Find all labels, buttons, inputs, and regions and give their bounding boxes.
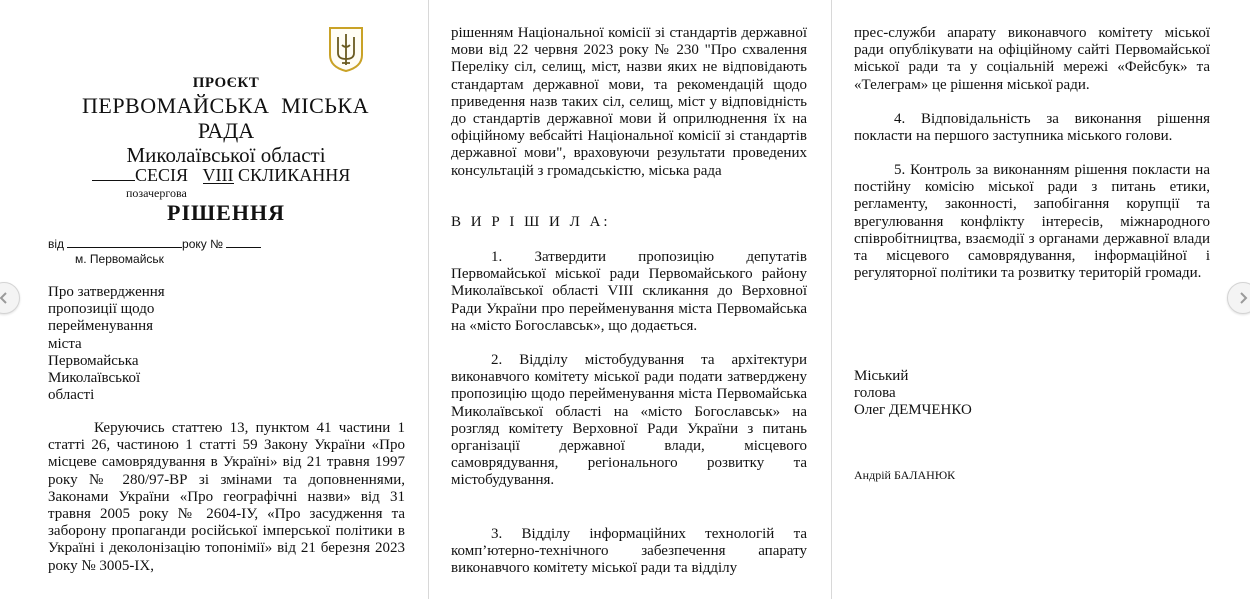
- oblast-name: Миколаївської області: [126, 143, 326, 167]
- item-1-text: 1. Затвердити пропозицію депутатів Первомайської міської ради Первомайського району Миколаївської області VIII скликання до Верховної Ради України про перейменування міста Первомайська на «місто Богославськ», що додається.: [451, 249, 807, 334]
- council-name-line2: РАДА: [197, 118, 255, 143]
- convocation-label: СКЛИКАННЯ: [238, 165, 351, 185]
- item-2-text: 2. Відділу містобудування та архітектури виконавчого комітету міської ради подати затверджену пропозицію щодо перейменування міста Первомайська Миколаївської області на «місто Богославськ» на розгляд комітету Верховної Ради України з питань організації державної влади, місцевого самоврядування, регіонального розвитку та містобудування.: [451, 352, 807, 489]
- session-type: позачергова: [126, 186, 187, 200]
- mayor-name: Олег ДЕМЧЕНКО: [854, 402, 972, 419]
- council-word-1: ПЕРВОМАЙСЬКА: [82, 93, 270, 118]
- subject-line: Миколаївської: [48, 370, 141, 387]
- date-year-number: року №: [182, 237, 223, 251]
- session-label: СЕСІЯ: [135, 165, 189, 185]
- subject-line: Первомайська: [48, 352, 139, 369]
- prepared-by: Андрій БАЛАНЮК: [854, 468, 956, 482]
- decision-title: РІШЕННЯ: [167, 200, 285, 225]
- draft-label: ПРОЄКТ: [192, 75, 260, 91]
- preamble-part-2: рішенням Національної комісії зі стандартів державної мови від 22 червня 2023 року № 230 "Про схвалення Переліку сіл, селищ, міст, назви яких не відповідають стандартам державної мови, та рекомендацій щодо приведення назв таких сіл, селищ, міст у відповідність до стандартів державної мови й оприлюднення їх на офіційному вебсайті Національної комісії зі стандартів державної мови", враховуючи результати проведених консультацій з громадськістю, міська рада: [451, 25, 807, 179]
- decision-subject: [48, 284, 188, 404]
- signature-block: [854, 368, 972, 420]
- subject-line: області: [48, 387, 95, 404]
- decision-item-5: [854, 162, 1210, 282]
- decision-item-2: [451, 352, 807, 490]
- preamble-text-1: Керуючись статтею 13, пунктом 41 частини 1 статті 26, частиною 1 статті 59 Закону України «Про місцеве самоврядування в Україні» від 21 травня 1997 року № 280/97-ВР зі змінами та доповненнями, Законами України «Про географічні назви» від 31 травня 2005 року № 2604-IУ, «Про засудження та заборону пропаганди російської імперської політики в Україні і деколонізацію топонімії» від 21 березня 2023 року № 3005-IX,: [48, 420, 405, 574]
- number-blank: [226, 238, 261, 248]
- date-blank: [67, 238, 182, 248]
- council-word-2: МІСЬКА: [281, 93, 369, 118]
- trident-emblem-icon: [327, 25, 365, 73]
- document-page-3: [831, 0, 1250, 599]
- signature-title-line2: голова: [854, 385, 896, 402]
- signature-title-line1: Міський: [854, 368, 909, 384]
- council-name-line1: [82, 93, 369, 119]
- decision-item-3: [451, 526, 807, 578]
- session-number-blank: [92, 167, 135, 181]
- subject-line: перейменування: [48, 318, 154, 335]
- preamble-part-1: [48, 420, 405, 575]
- decision-date-line: [48, 237, 261, 251]
- document-page-2: [428, 0, 832, 599]
- subject-line: пропозиції щодо: [48, 301, 155, 318]
- item-4-text: 4. Відповідальність за виконання рішення покласти на першого заступника міського голови.: [854, 111, 1210, 145]
- document-page-1: [0, 0, 428, 599]
- subject-line: Про затвердження: [48, 284, 165, 300]
- chevron-right-icon: [1236, 291, 1250, 305]
- item-5-text: 5. Контроль за виконанням рішення покласти на постійну комісію міської ради з питань етики, регламенту, законності, запобігання корупції та врегулювання конфлікту інтересів, міжнародного співробітництва, взаємодії з органами державної влади та місцевого самоврядування, інформаційної і регуляторної політики та розвитку територій громади.: [854, 162, 1210, 282]
- convocation-number: VIII: [202, 165, 234, 185]
- session-line: [92, 165, 350, 186]
- city-name: м. Первомайськ: [75, 252, 164, 266]
- decision-item-3-continued: прес-служби апарату виконавчого комітету міської ради опублікувати на офіційному сайті Первомайської міської ради та у соціальній мережі «Фейсбук» та «Телеграм» це рішення міської ради.: [854, 25, 1210, 93]
- decision-item-4: [854, 111, 1210, 145]
- decision-item-1: [451, 249, 807, 335]
- item-3-text-part-1: 3. Відділу інформаційних технологій та комп’ютерно-технічного забезпечення апарату виконавчого комітету міської ради та відділу: [451, 526, 807, 577]
- date-prefix: від: [48, 237, 65, 251]
- decided-label: В И Р І Ш И Л А:: [451, 214, 611, 230]
- subject-line: міста: [48, 335, 82, 352]
- chevron-left-icon: [0, 291, 11, 305]
